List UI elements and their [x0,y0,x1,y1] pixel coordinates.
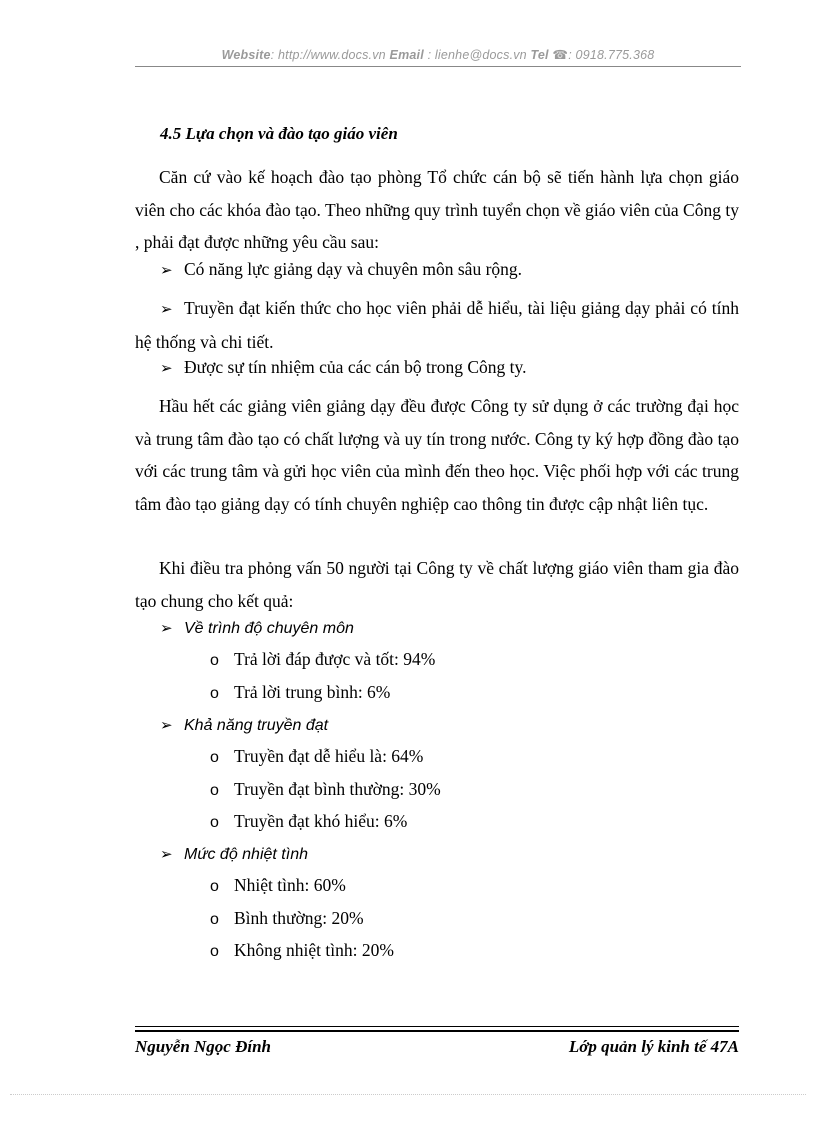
circle-bullet-icon: o [210,685,219,702]
arrow-bullet-icon: ➢ [160,845,173,863]
circle-bullet-icon: o [210,878,219,895]
survey-result-text: Trả lời trung bình: 6% [234,682,391,702]
survey-result-text: Không nhiệt tình: 20% [234,940,394,960]
survey-result [210,746,423,767]
survey-result [210,649,435,670]
survey-result [210,875,346,896]
survey-result-text: Nhiệt tình: 60% [234,875,346,895]
requirement-item [160,259,522,280]
paragraph-survey: Khi điều tra phỏng vấn 50 người tại Công ty về chất lượng giáo viên tham gia đào tạo chung cho kết quả: [135,558,739,611]
page-bottom-border [10,1094,806,1095]
circle-bullet-icon: o [210,652,219,669]
tel-value: : 0918.775.368 [568,48,655,62]
survey-result [210,779,441,800]
circle-bullet-icon: o [210,943,219,960]
tel-label: Tel [530,48,549,62]
footer-author: Nguyễn Ngọc Đính [135,1037,272,1056]
website-label: Website [221,48,271,62]
survey-category-title: Mức độ nhiệt tình [184,846,308,863]
survey-category-title: Khả năng truyền đạt [184,717,329,734]
survey-category [160,714,328,735]
arrow-bullet-icon: ➢ [160,716,173,734]
survey-result-text: Truyền đạt dễ hiểu là: 64% [234,746,424,766]
survey-result [210,682,390,703]
phone-icon: ☎ [552,48,569,62]
survey-category [160,617,354,638]
footer-divider [135,1026,739,1027]
survey-result [210,908,364,929]
requirement-text: Truyền đạt kiến thức cho học viên phải dễ hiểu, tài liệu giảng dạy phải có tính hệ thống và chi tiết. [135,298,739,352]
requirement-text: Có năng lực giảng dạy và chuyên môn sâu rộng. [184,259,523,279]
paragraph-trainers: Hầu hết các giảng viên giảng dạy đều được Công ty sử dụng ở các trường đại học và trung tâm đào tạo có chất lượng và uy tín trong nước. Công ty ký hợp đồng đào tạo với các trung tâm và gửi học viên của mình đến theo học. Việc phối hợp với các trung tâm đào tạo giảng dạy có tính chuyên nghiệp cao thông tin được cập nhật liên tục. [135,396,739,514]
email-link[interactable]: : lienhe@docs.vn [423,48,527,62]
survey-result-text: Truyền đạt bình thường: 30% [234,779,441,799]
header-divider [135,66,741,67]
paragraph-intro: Căn cứ vào kế hoạch đào tạo phòng Tổ chức cán bộ sẽ tiến hành lựa chọn giáo viên cho các khóa đào tạo. Theo những quy trình tuyển chọn về giáo viên của Công ty , phải đạt được những yêu cầu sau: [135,167,739,252]
requirement-item [135,292,739,358]
survey-result-text: Trả lời đáp được và tốt: 94% [234,649,436,669]
circle-bullet-icon: o [210,782,219,799]
survey-result-text: Truyền đạt khó hiểu: 6% [234,811,408,831]
arrow-bullet-icon: ➢ [160,359,173,377]
email-label: Email [389,48,424,62]
requirement-text: Được sự tín nhiệm của các cán bộ trong Công ty. [184,357,527,377]
survey-result [210,811,407,832]
requirement-item [160,357,527,378]
circle-bullet-icon: o [210,911,219,928]
website-link[interactable]: : http://www.docs.vn [270,48,386,62]
footer-class: Lớp quản lý kinh tế 47A [568,1037,739,1056]
circle-bullet-icon: o [210,814,219,831]
survey-result-text: Bình thường: 20% [234,908,364,928]
arrow-bullet-icon: ➢ [160,300,173,318]
survey-category-title: Về trình độ chuyên môn [184,620,354,637]
arrow-bullet-icon: ➢ [160,261,173,279]
survey-result [210,940,394,961]
footer-divider-thick [135,1030,739,1032]
section-heading: 4.5 Lựa chọn và đào tạo giáo viên [160,124,398,143]
arrow-bullet-icon: ➢ [160,619,173,637]
page-header [135,47,741,62]
circle-bullet-icon: o [210,749,219,766]
survey-category [160,843,308,864]
